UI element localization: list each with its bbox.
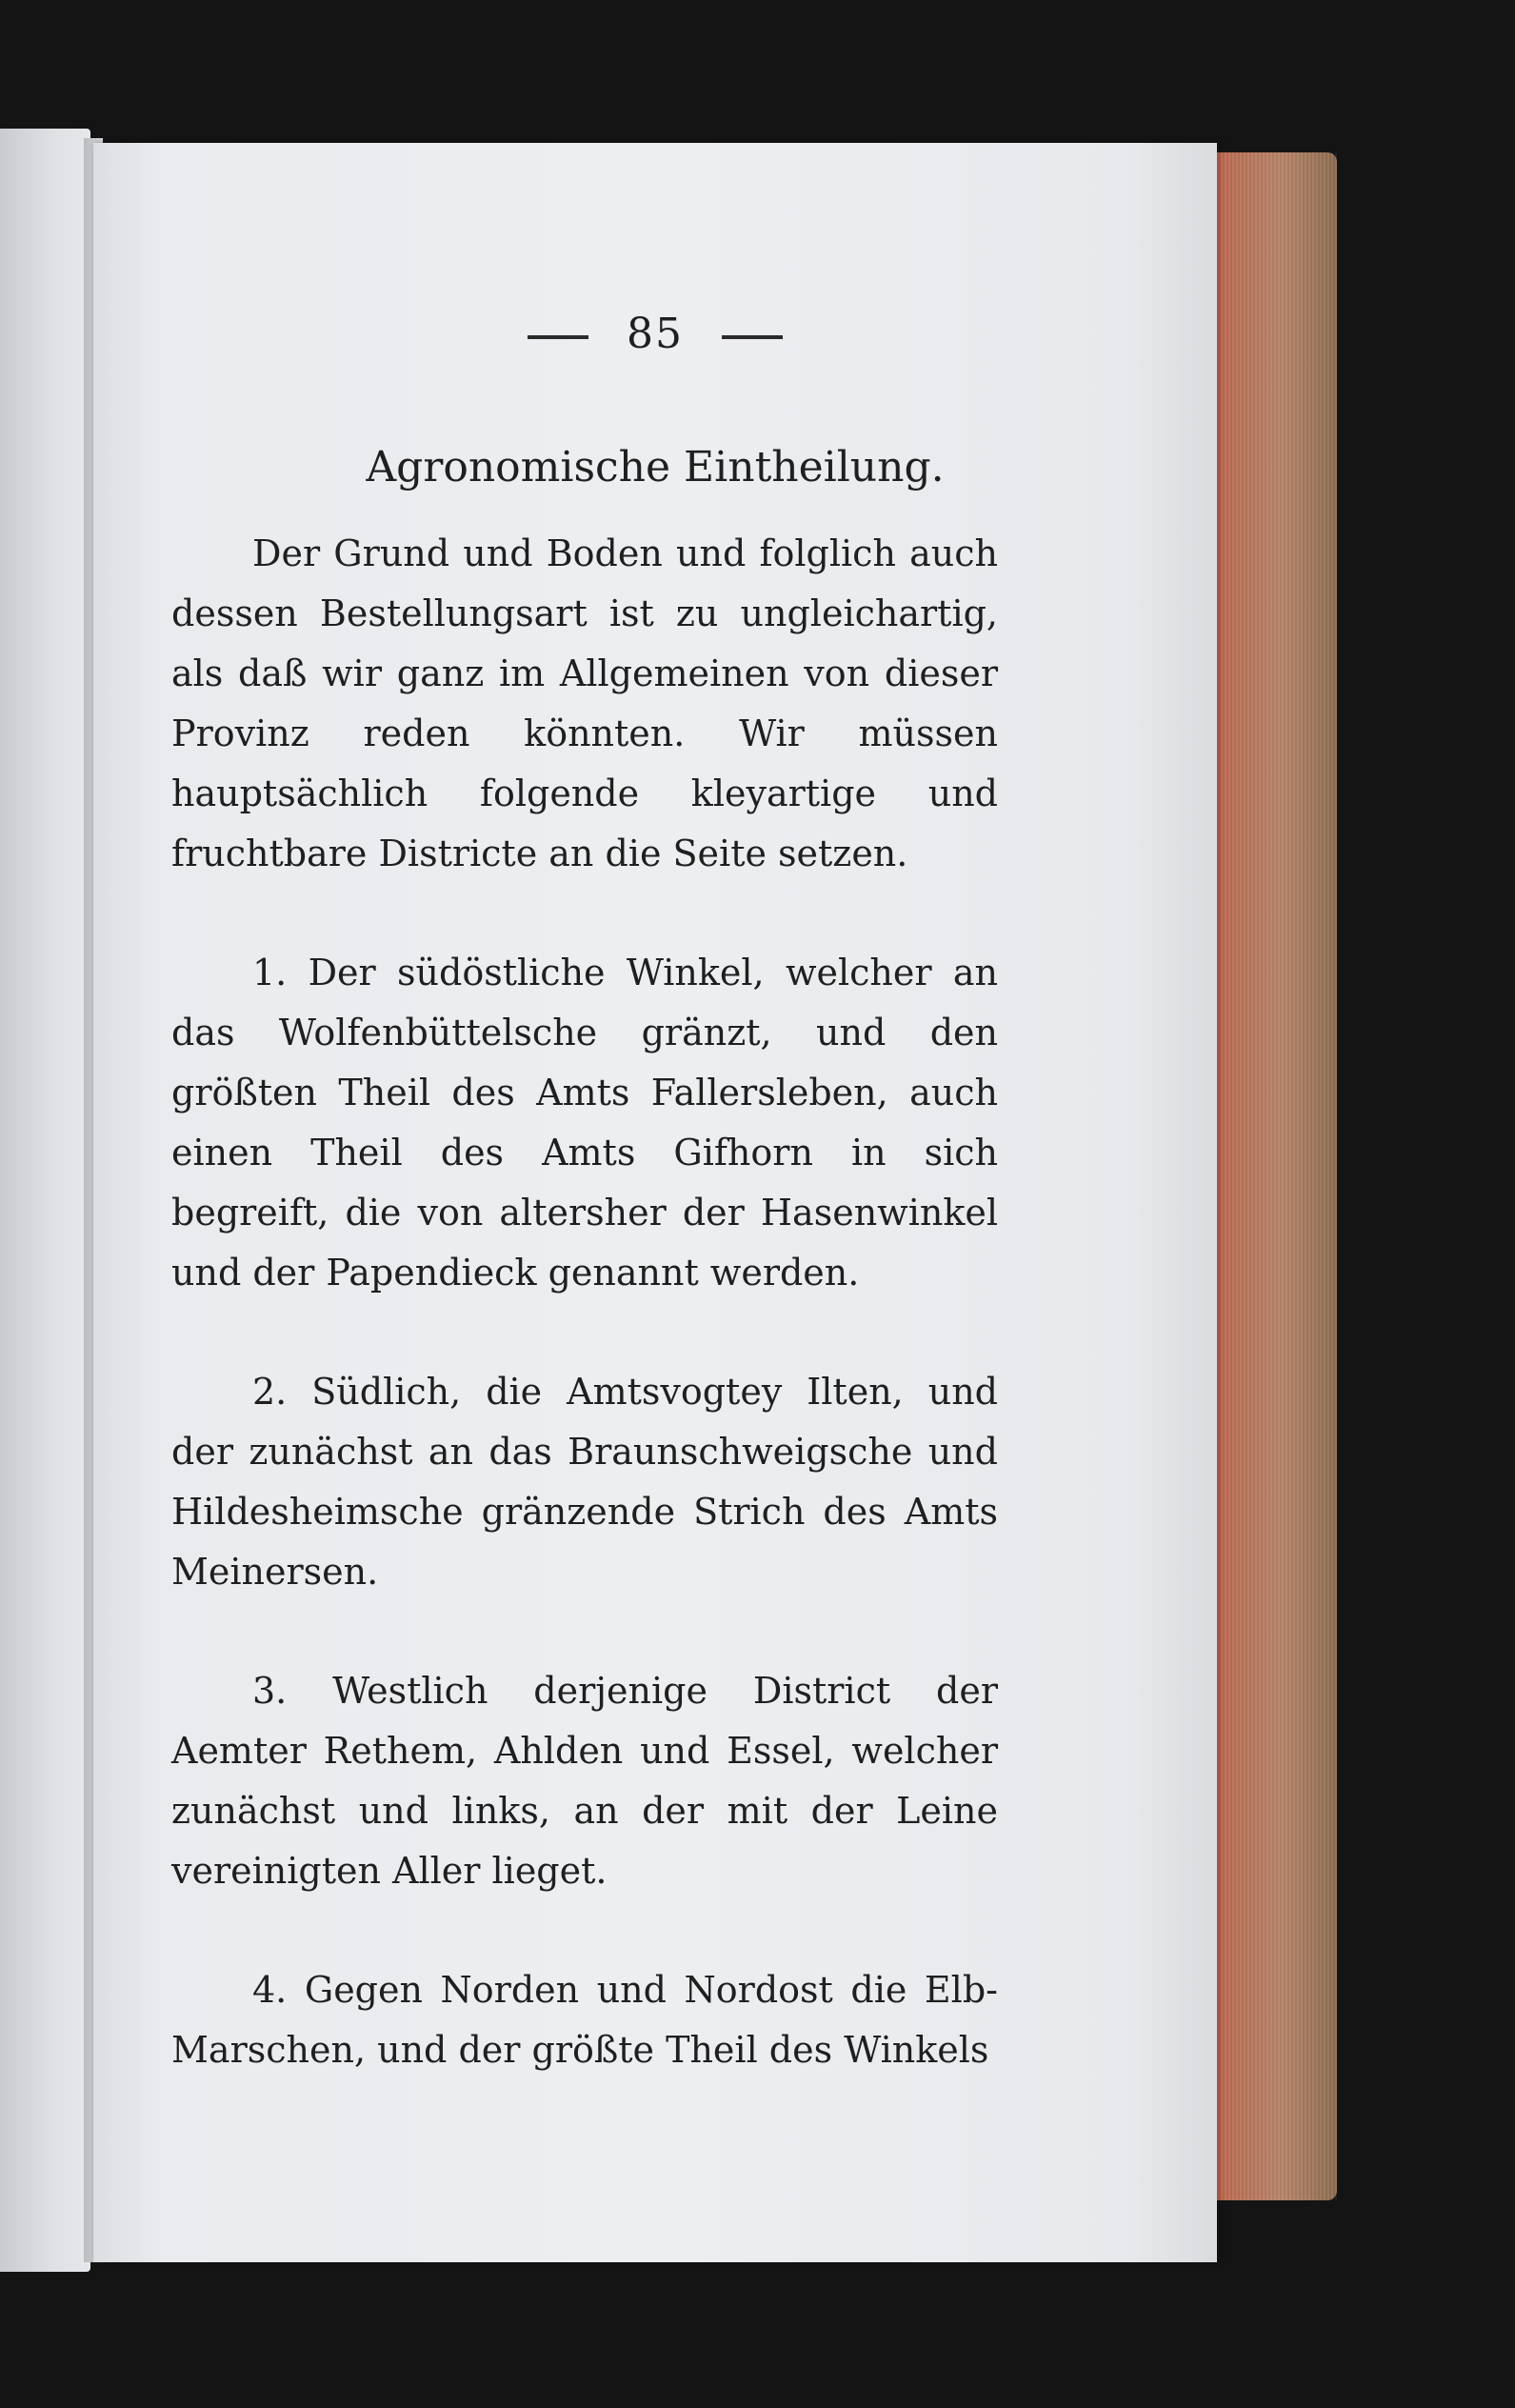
paragraph-item-3: 3. Westlich derjenige District der Aemter Rethem, Ahlden und Essel, welcher zunächst und links, an der mit der Leine vereinigten Aller lieget. — [171, 1670, 998, 1892]
page-number: 85 — [627, 310, 684, 358]
left-page-edge — [0, 129, 90, 2272]
header-dash-left — [528, 335, 588, 339]
paragraph-item-2: 2. Südlich, die Amtsvogtey Ilten, und der zunächst an das Braunschweigsche und Hildesheimsche gränzende Strich des Amts Meinersen. — [171, 1371, 998, 1593]
section-title: Agronomische Eintheilung. — [366, 443, 945, 492]
book-page-edges — [1202, 152, 1337, 2200]
body-text — [171, 524, 998, 2139]
paragraph-item-4: 4. Gegen Norden und Nordost die Elb-Marschen, und der größte Theil des Winkels — [171, 1969, 998, 2071]
page-header — [93, 310, 1217, 358]
header-dash-right — [722, 335, 783, 339]
paragraph-intro: Der Grund und Boden und folglich auch dessen Bestellungsart ist zu ungleichartig, als daß wir ganz im Allgemeinen von dieser Provinz reden könnten. Wir müssen hauptsächlich folgende kleyartige und fruchtbare Districte an die Seite setzen. — [171, 532, 998, 874]
paragraph-item-1: 1. Der südöstliche Winkel, welcher an das Wolfenbüttelsche gränzt, und den größten Theil des Amts Fallersleben, auch einen Theil des Amts Gifhorn in sich begreift, die von altersher der Hasenwinkel und der Papendieck genannt werden. — [171, 952, 998, 1294]
book-page — [93, 143, 1217, 2262]
